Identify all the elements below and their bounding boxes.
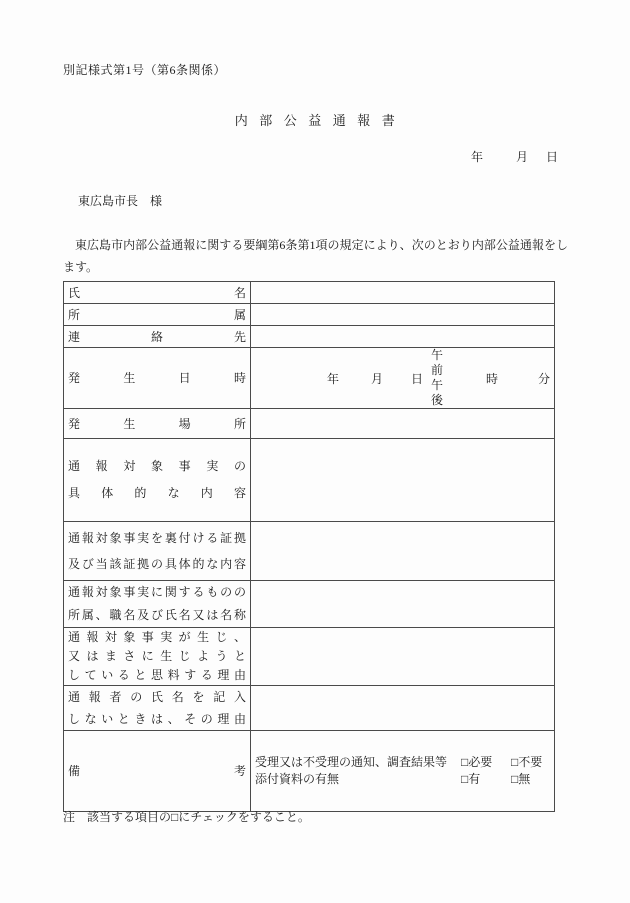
document-title: 内部公益通報書 [234, 113, 407, 128]
row-value-belief-reason [251, 628, 555, 686]
am-label: 午前 [431, 348, 444, 377]
year-label: 年 [470, 150, 483, 164]
pm-label: 午後 [431, 378, 444, 407]
checkbox-has-attachment: □有 [461, 772, 481, 786]
row-value-anonymity-reason [251, 686, 555, 731]
row-value-remarks [251, 731, 555, 812]
intro-paragraph: 東広島市内部公益通報に関する要綱第6条第1項の規定により、次のとおり内部公益通報をします。 [63, 238, 568, 274]
am-pm-labels [431, 348, 451, 408]
remarks-line-attachments [255, 771, 550, 788]
table-row [64, 304, 555, 326]
datetime-day-label: 日 [411, 371, 424, 386]
table-row [64, 731, 555, 812]
row-label-affiliation: 所属 [64, 304, 251, 326]
table-row [64, 581, 555, 628]
row-value-evidence [251, 522, 555, 581]
row-value-contact [251, 326, 555, 348]
row-label-occurrence-place: 発生場所 [64, 409, 251, 439]
row-label-name: 氏名 [64, 282, 251, 304]
notice-text: 受理又は不受理の通知、調査結果等 [255, 755, 448, 769]
datetime-hour-label: 時 [485, 371, 498, 386]
date-line [471, 148, 558, 165]
table-row [64, 348, 555, 409]
row-label-subject-person: 通報対象事実に関するものの 所属、職名及び氏名又は名称 [64, 581, 251, 628]
table-row [64, 282, 555, 304]
table-row [64, 522, 555, 581]
table-row [64, 628, 555, 686]
checkbox-no-attachment: □無 [511, 772, 531, 786]
row-value-name [251, 282, 555, 304]
remarks-line-notice [255, 754, 550, 771]
row-label-evidence: 通報対象事実を裏付ける証拠 及び当該証拠の具体的な内容 [64, 522, 251, 581]
addressee: 東広島市長 様 [78, 194, 163, 208]
row-label-remarks: 備考 [64, 731, 251, 812]
row-label-occurrence-datetime: 発生日時 [64, 348, 251, 409]
footnote: 注 該当する項目の□にチェックをすること。 [63, 810, 310, 824]
row-value-occurrence-place [251, 409, 555, 439]
row-value-affiliation [251, 304, 555, 326]
datetime-month-label: 月 [371, 371, 384, 386]
report-table [63, 281, 555, 812]
checkbox-required: □必要 [461, 755, 493, 769]
row-label-anonymity-reason: 通報者の氏名を記入 しないときは、その理由 [64, 686, 251, 731]
table-row [64, 326, 555, 348]
row-label-belief-reason: 通報対象事実が生じ、 又はまさに生じようと していると思料する理由 [64, 628, 251, 686]
row-value-occurrence-datetime [251, 348, 555, 409]
table-row [64, 686, 555, 731]
day-label: 日 [545, 150, 558, 164]
form-number: 別記様式第1号（第6条関係） [63, 63, 227, 77]
month-label: 月 [515, 150, 528, 164]
datetime-year-label: 年 [327, 371, 340, 386]
row-label-contact: 連絡先 [64, 326, 251, 348]
attachments-text: 添付資料の有無 [255, 772, 340, 786]
row-label-fact-details: 通報対象事実の 具体的な内容 [64, 439, 251, 522]
checkbox-not-required: □不要 [511, 755, 543, 769]
table-row [64, 409, 555, 439]
row-value-subject-person [251, 581, 555, 628]
table-row [64, 439, 555, 522]
row-value-fact-details [251, 439, 555, 522]
datetime-minute-label: 分 [537, 371, 550, 386]
